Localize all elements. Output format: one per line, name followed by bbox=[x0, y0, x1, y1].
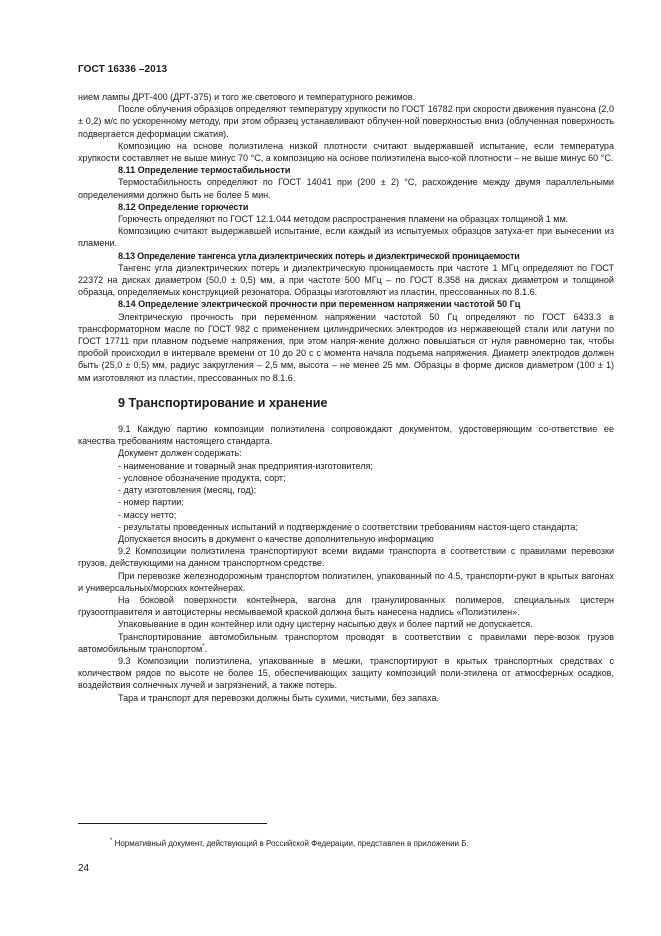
subsection-heading-8-12: 8.12 Определение горючести bbox=[118, 201, 249, 212]
paragraph: 9.1 Каждую партию композиции полиэтилена сопровождают документом, удостоверяющим со-ответствие ее качества требованиям настоящего стандарта. bbox=[78, 424, 614, 447]
subsection-heading-8-11: 8.11 Определение термостабильности bbox=[118, 165, 291, 176]
paragraph: Термостабильность определяют по ГОСТ 14041 при (200 ± 2) °С, расхождение между двумя параллельными определениями должно быть не более 5 мин. bbox=[78, 177, 614, 200]
list-item: - результаты проведенных испытаний и подтверждение о соответствии требованиям настоя-щего стандарта; bbox=[118, 521, 578, 532]
footnote-reference: * bbox=[202, 643, 205, 650]
paragraph: Допускается вносить в документ о качестве дополнительную информацию bbox=[118, 533, 434, 544]
paragraph: Документ должен содержать: bbox=[118, 448, 242, 459]
paragraph: Композицию считают выдержавшей испытание, если каждый из испытуемых образцов затуха-ет при вынесении из пламени. bbox=[78, 226, 614, 249]
paragraph: Горючесть определяют по ГОСТ 12.1.044 методом распространения пламени на образцах толщиной 1 мм. bbox=[118, 214, 569, 225]
list-item: - дату изготовления (месяц, год); bbox=[118, 485, 257, 496]
footnote-text: Нормативный документ, действующий в Российской Федерации, представлен в приложении Б. bbox=[112, 839, 469, 848]
list-item: - наименование и товарный знак предприятия-изготовителя; bbox=[118, 460, 373, 471]
list-item: - условное обозначение продукта, сорт; bbox=[118, 472, 286, 483]
document-header-id: ГОСТ 16336 –2013 bbox=[78, 64, 168, 75]
paragraph: После облучения образцов определяют температуру хрупкости по ГОСТ 16782 при скорости движения пуансона (2,0 ± 0,2) м/с по ускоренному методу, при этом образец устанавливают облучен-ной поверхностью вниз (облученная поверхность подвергается деформации сжатия). bbox=[78, 104, 614, 139]
paragraph: Тара и транспорт для перевозки должны быть сухими, чистыми, без запаха. bbox=[118, 692, 440, 703]
subsection-heading-8-14: 8.14 Определение электрической прочности при переменном напряжении частотой 50 Гц bbox=[118, 299, 521, 310]
subsection-heading-8-13: 8.13 Определение тангенса угла диэлектрических потерь и диэлектрической проницаемости bbox=[118, 250, 520, 261]
paragraph-with-footnote-ref bbox=[78, 631, 614, 655]
footnote-separator bbox=[78, 823, 267, 824]
paragraph-text: Транспортирование автомобильным транспортом проводят в соответствии с правилами пере-возок грузов автомобильным транспортом bbox=[78, 631, 614, 654]
paragraph-end: . bbox=[204, 643, 208, 654]
list-item: - массу нетто; bbox=[118, 509, 177, 520]
footnote-mark: * bbox=[110, 838, 113, 844]
paragraph: При перевозке железнодорожным транспортом полиэтилен, упакованный по 4.5, транспорти-руют в крытых вагонах и универсальных/морских контейнерах. bbox=[78, 570, 614, 593]
section-heading-9: 9 Транспортирование и хранение bbox=[118, 395, 328, 410]
paragraph: 9.2 Композиции полиэтилена транспортируют всеми видами транспорта в соответствии с правилами перевозки грузов, действующими на данном транспортном средстве. bbox=[78, 546, 614, 569]
paragraph: Тангенс угла диэлектрических потерь и диэлектрическую проницаемость при частоте 1 МГц определяют по ГОСТ 22372 на дисках диаметром (50,0 ± 0,5) мм, а при частоте 500 МГц – по ГОСТ 8.358 на дисках диаметром и толщиной образца, определяемых конструкцией резонатора. Образцы изготовляют из пластин, прессованных по 8.1.6. bbox=[78, 262, 614, 298]
paragraph: Композицию на основе полиэтилена низкой плотности считают выдержавшей испытание, если температура хрупкости составляет не выше минус 70 °С, а композицию на основе полиэтилена высо-кой плотности – не выше минус 60 °С. bbox=[78, 140, 614, 164]
paragraph: На боковой поверхности контейнера, вагона для гранулированных полимеров, специальных цистерн грузоотправителя и автоцистерны несмываемой краской должна быть нанесена надпись «Полиэтилен». bbox=[78, 594, 614, 618]
paragraph: 9.3 Композиции полиэтилена, упакованные в мешки, транспортируют в крытых транспортных средствах с количеством рядов по высоте не более 15, обеспечивающих защиту композиций поли-этилена от атмосферных осадков, воздействия солнечных лучей и загрязнений, а также потерь. bbox=[78, 655, 614, 691]
paragraph: нием лампы ДРТ-400 (ДРТ-375) и того же светового и температурного режимов. bbox=[78, 92, 416, 102]
paragraph: Упаковывание в один контейнер или одну цистерну насыпью двух и более партий не допускается. bbox=[118, 619, 533, 630]
paragraph: Электрическую прочность при переменном напряжении частотой 50 Гц определяют по ГОСТ 6433.3 в трансформаторном масле по ГОСТ 982 с применением цилиндрических электродов из нержавеющей стали или латуни по ГОСТ 17711 при плавном подъеме напряжения, при этом напря-жение должно повышаться от нуля равномерно так, чтобы пробой происходил в интервале времени от 10 до 20 с с момента начала подъема напряжения. Диаметр электродов должен быть (25,0 ± 0,5) мм, радиус закругления – 2,5 мм, высота – не менее 25 мм. Образцы в форме дисков диаметром (100 ± 1) мм изготовляют из пластин, прессованных по 8.1.6. bbox=[78, 311, 614, 383]
document-body bbox=[78, 91, 614, 704]
footnote bbox=[110, 839, 469, 848]
page-number: 24 bbox=[78, 863, 90, 874]
list-item: - номер партии; bbox=[118, 497, 184, 508]
